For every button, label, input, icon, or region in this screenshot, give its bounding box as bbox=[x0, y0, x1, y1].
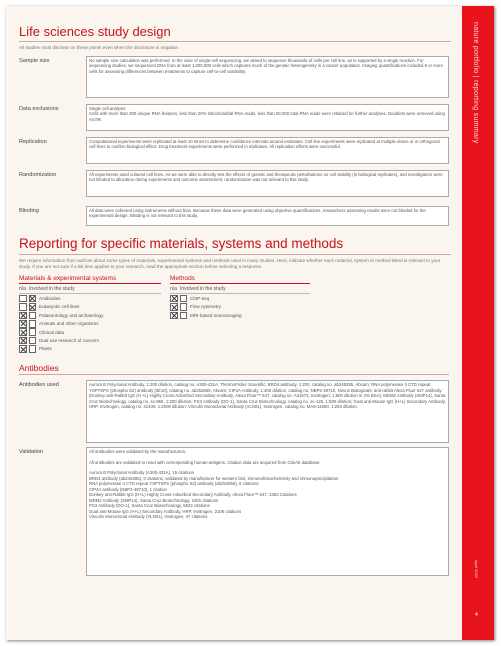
antibodies-used-label: Antibodies used bbox=[19, 382, 59, 389]
checklist-item bbox=[19, 336, 161, 344]
na-checkbox[interactable] bbox=[170, 303, 178, 311]
checklist-columns bbox=[19, 275, 449, 353]
checklist-item-label: Eukaryotic cell lines bbox=[39, 304, 80, 310]
involved-checkbox[interactable] bbox=[29, 295, 37, 303]
checklist-item-label: MRI-based neuroimaging bbox=[190, 312, 242, 318]
na-checkbox[interactable] bbox=[170, 312, 178, 320]
validation-label: Validation bbox=[19, 449, 44, 456]
design-row-field[interactable]: Computational experiments were replicated at least 10 times to determine confidence intervals around estimates. Cell line experiments were replicated at multiple doses or in orthogonal cell lines to confirm biological effect. Drug treatment experiments were performed in triplicates. All replication efforts were successful. bbox=[86, 137, 449, 164]
checklist-item bbox=[19, 311, 161, 319]
methods-list bbox=[170, 294, 310, 319]
validation-field[interactable] bbox=[86, 447, 449, 576]
checklist-item bbox=[19, 303, 161, 311]
reporting-heading: Reporting for specific materials, systems and methods bbox=[19, 236, 451, 255]
involved-header: Involved in the study bbox=[29, 286, 75, 293]
red-sidebar bbox=[462, 6, 494, 640]
reporting-subtitle: We require information from authors about some types of materials, experimental systems and methods used in many studies. Here, indicate whether each material, system or method listed is relevant to your study. If you are not sure if a list item applies to your research, read the appropriate section before selecting a response. bbox=[19, 257, 441, 269]
page-content bbox=[19, 24, 449, 576]
checklist-item-label: ChIP-seq bbox=[190, 296, 210, 302]
form-date: April 2023 bbox=[474, 560, 479, 579]
checklist-item-label: Clinical data bbox=[39, 329, 65, 335]
design-row-field[interactable]: All experiments used cultured cell lines. As we were able to directly test the effects of genetic and therapeutic perturbations on cell viability (in biological replicates), and investigators were not blinded to allocation during experiments and outcome assessment, randomization was not relevant to this study. bbox=[86, 170, 449, 197]
checklist-item bbox=[19, 345, 161, 353]
involved-checkbox[interactable] bbox=[180, 295, 188, 303]
design-row-field[interactable]: Single cell analysis: Cells with more than 200 unique RNA features, less than 20% mitochondrial RNA reads, less than 50,000 total RNA reads were retained for further analyses. Doublets were removed using ArchR. bbox=[86, 104, 449, 131]
involved-checkbox[interactable] bbox=[29, 337, 37, 345]
journal-label: nature portfolio | reporting summary bbox=[472, 22, 479, 144]
checklist-item bbox=[170, 303, 310, 311]
checklist-item bbox=[19, 320, 161, 328]
involved-checkbox[interactable] bbox=[29, 328, 37, 336]
checklist-item bbox=[19, 294, 161, 302]
design-row-field[interactable]: All data were collected using instruments without bias. Because these data were generated using objective quantifications, researchers assessing results were not blinded for the experimental design. Blinding is not relevant to this study. bbox=[86, 206, 449, 226]
page-number: 4 bbox=[475, 612, 478, 618]
involved-checkbox[interactable] bbox=[180, 303, 188, 311]
involved-checkbox[interactable] bbox=[29, 312, 37, 320]
materials-list bbox=[19, 294, 161, 353]
na-checkbox[interactable] bbox=[19, 328, 27, 336]
na-checkbox[interactable] bbox=[19, 312, 27, 320]
involved-checkbox[interactable] bbox=[29, 303, 37, 311]
validation-paragraph: All antibodies were validated by the manufacturers. bbox=[89, 449, 187, 455]
design-row-label: Randomization bbox=[19, 171, 57, 178]
checklist-item-label: Animals and other organisms bbox=[39, 321, 99, 327]
methods-header bbox=[170, 286, 310, 294]
antibodies-heading: Antibodies bbox=[19, 363, 449, 375]
involved-header: Involved in the study bbox=[180, 286, 226, 293]
checklist-item bbox=[170, 294, 310, 302]
materials-header bbox=[19, 286, 161, 294]
validation-paragraph: Aurora B Polyclonal Antibody (A300-431A), 15 citations BRD4 antibody (ab245285), 0 citations, validated by manufacturer for western blot, immunohistochemistry and immunoprecipitation RNA polymerase II CTD repeat YSPTSPS (phospho S2) antibody (ab252855), 6 citations CIP2A antibody (NBP2-48710), 1 citation Donkey anti-Rabbit IgG (H+L) Highly Cross-Adsorbed Secondary Antibody, Alexa Fluor™ 647, 2353 Citations MDM2 Antibody (SMP14), Santa Cruz Biotechnology, 1001 citations PS3 Antibody (DO-1), Santa Cruz Biotechnology, 5522 citations Goat anti-Mouse IgG (H+L) Secondary Antibody, HRP, Invitrogen, 2106 citations Vinculin Monoclonal Antibody (VLN01), Invitrogen, 47 citations bbox=[89, 470, 339, 520]
methods-title: Methods bbox=[170, 275, 310, 284]
involved-checkbox[interactable] bbox=[29, 320, 37, 328]
materials-title: Materials & experimental systems bbox=[19, 275, 161, 284]
na-checkbox[interactable] bbox=[19, 303, 27, 311]
antibodies-used-row bbox=[19, 380, 449, 443]
design-row-replication bbox=[19, 137, 449, 164]
design-row-label: Blinding bbox=[19, 207, 39, 214]
design-row-blinding bbox=[19, 206, 449, 226]
checklist-item-label: Flow cytometry bbox=[190, 304, 221, 310]
design-row-data-exclusions bbox=[19, 104, 449, 131]
materials-column bbox=[19, 275, 161, 353]
study-design-heading: Life sciences study design bbox=[19, 24, 451, 42]
checklist-item bbox=[19, 328, 161, 336]
design-row-label: Replication bbox=[19, 138, 47, 145]
antibodies-used-field[interactable]: Aurora B Polyclonal Antibody, 1:200 dilution, catalog no. A300-431A, ThermoFisher Scientific; BRD4 antibody, 1:200, catalog no. ab245285, Abcam; RNA polymerase II CTD repeat YSPTSPS (phospho S2) antibody [3E10], catalog no. ab252855, Abcam; CIP2A Antibody, 1:400 dilution, catalog no. NBP2-48710, Novus Biologicals; anti-rabbit Alexa Fluor 647 antibody (Donkey anti-Rabbit IgG (H +L) Highly Cross-Adsorbed Secondary Antibody, Alexa Fluor™ 647, catalog no. A31573, Invitrogen; 1:500 dilution in 3% BSA); MDM2 Antibody (SMP14), Santa Cruz Biotechnology, catalog no. sc-965, 1:200 dilution; PS3 Antibody (DO-1), Santa Cruz Biotechnology, catalog no. sc-126, 1:500 dilution; Goat anti-Mouse IgG (H+L) Secondary Antibody, HRP, Invitrogen, catalog no. 31430, 1:2000 dilution; Vinculin Monoclonal Antibody (VLN01), Invitrogen, catalog no. MA5-11690, 1:250 dilution. bbox=[86, 380, 449, 443]
na-checkbox[interactable] bbox=[19, 337, 27, 345]
methods-column bbox=[170, 275, 310, 353]
checklist-item-label: Palaeontology and archaeology bbox=[39, 312, 104, 318]
validation-paragraph: All antibodies are validated to react with corresponding human antigens. Citation data are acquired from CiteAb database: bbox=[89, 459, 321, 465]
na-checkbox[interactable] bbox=[170, 295, 178, 303]
design-row-sample-size bbox=[19, 56, 449, 98]
na-checkbox[interactable] bbox=[19, 320, 27, 328]
na-checkbox[interactable] bbox=[19, 345, 27, 353]
na-checkbox[interactable] bbox=[19, 295, 27, 303]
checklist-item bbox=[170, 311, 310, 319]
study-design-subtitle: All studies must disclose on these points even when the disclosure is negative. bbox=[19, 45, 180, 50]
checklist-item-label: Dual use research of concern bbox=[39, 338, 100, 344]
checklist-item-label: Antibodies bbox=[39, 296, 61, 302]
checklist-item-label: Plants bbox=[39, 346, 52, 352]
design-row-field[interactable]: No sample size calculation was performed. In the case of single-cell sequencing, we aimed to sequence thousands of cells per cell line, as is supported by a single reaction. For sequencing studies, we sequenced DNA from at least 1,000,000 cells which captures much of the genetic heterogeneity in a cancer population. Imaging quantifications included 9 or more cells for assessing differences between treatments to capture cell-to-cell variability. bbox=[86, 56, 449, 98]
design-row-label: Sample size bbox=[19, 57, 50, 64]
document-page bbox=[6, 6, 494, 640]
study-design-rows bbox=[19, 56, 449, 226]
validation-row bbox=[19, 447, 449, 576]
design-row-randomization bbox=[19, 170, 449, 197]
na-header: n/a bbox=[19, 286, 26, 293]
na-header: n/a bbox=[170, 286, 177, 293]
involved-checkbox[interactable] bbox=[180, 312, 188, 320]
design-row-label: Data exclusions bbox=[19, 105, 59, 112]
involved-checkbox[interactable] bbox=[29, 345, 37, 353]
